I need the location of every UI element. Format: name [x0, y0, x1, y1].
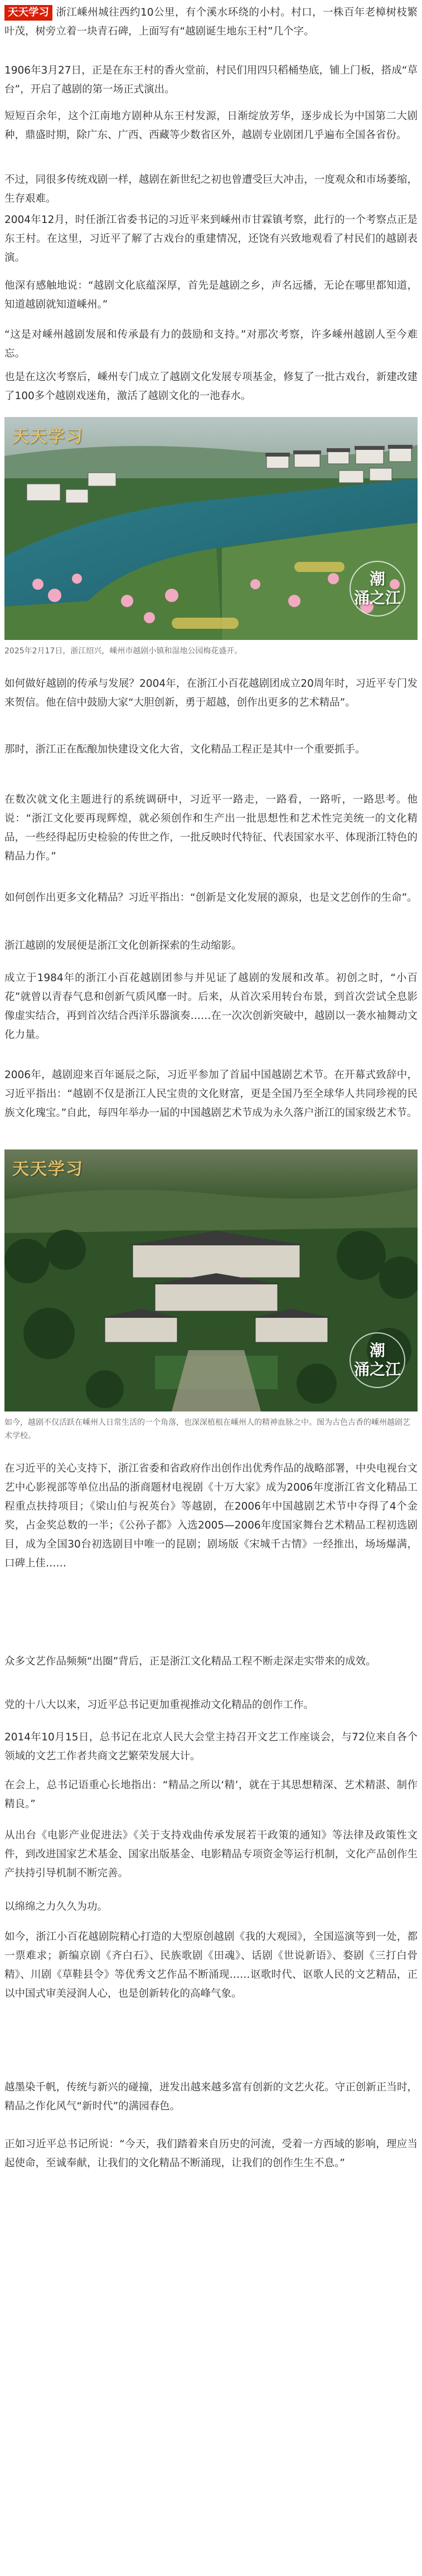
watermark-brand: 天天学习: [12, 427, 84, 447]
photo-caption-2: 如今，越剧不仅活跃在嵊州人日常生活的一个角落，也深深植根在嵊州人的精神血脉之中。图为古色古香的嵊州越剧艺术学校。: [4, 1418, 410, 1440]
photo-opera-school: [4, 1149, 418, 1411]
paragraph-25: 正如习近平总书记所说：“今天，我们踏着来自历史的河流，受着一方西域的影响，理应当起使命，至诚奉献，让我们的文化精品不断涌现，让我们的创作生生不息。”: [4, 2138, 418, 2169]
column-tag: 天天学习: [4, 5, 52, 21]
paragraph-2: 1906年3月27日，正是在东王村的香火堂前，村民们用四只稻桶垫底，铺上门板，搭成“草台”，开启了越剧的第一场正式演出。: [4, 65, 418, 95]
paragraph-8: 也是在这次考察后，嵊州专门成立了越剧文化发展专项基金，修复了一批古戏台，新建改建了100多个越剧戏迷角，激活了越剧文化的一池春水。: [4, 371, 418, 402]
paragraph-6: 他深有感触地说：“越剧文化底蕴深厚，首先是越剧之乡，声名远播，无论在哪里都知道，知道越剧就知道嵊州。”: [4, 280, 418, 311]
paragraph-23: 如今，浙江小百花越剧院精心打造的大型原创越剧《我的大观园》，全国巡演等到一处，都一票难求；新编京剧《齐白石》、民族歌剧《田魂》、话剧《世说新语》、婺剧《三打白骨精》、川剧《草鞋县令》等优秀文艺作品不断涌现……讴歌时代、讴歌人民的文艺精品，正以中国式审美浸润人心，也是创新转化的高峰气象。: [4, 1931, 418, 2000]
seal-logo: 潮 涌之江: [350, 1332, 405, 1388]
paragraph-7: “这是对嵊州越剧发展和传承最有力的鼓励和支持。”对那次考察，许多嵊州越剧人至今难忘。: [4, 329, 418, 360]
seal-logo: 潮 涌之江: [350, 561, 405, 617]
paragraph-22: 以绵绵之力久久为功。: [4, 1901, 108, 1913]
paragraph-4: 不过，同很多传统戏剧一样，越剧在新世纪之初也曾遭受巨大冲击，一度观众和市场萎缩，生存艰难。: [4, 174, 418, 205]
paragraph-9: 如何做好越剧的传承与发展？2004年，在浙江小百花越剧团成立20周年时，习近平专门发来贺信。他在信中鼓励大家“大胆创新，勇于超越，创作出更多的艺术精品”。: [4, 678, 418, 709]
paragraph-19: 2014年10月15日，总书记在北京人民大会堂主持召开文艺工作座谈会，与72位来自各个领域的文艺工作者共商文艺繁荣发展大计。: [4, 1731, 418, 1762]
paragraph-24: 越墨染千帆，传统与新兴的碰撞，迸发出越来越多富有创新的文艺火花。守正创新正当时，精品之作化风气“新时代”的满园春色。: [4, 2082, 418, 2112]
paragraph-14: 成立于1984年的浙江小百花越剧团参与并见证了越剧的发展和改革。初创之时，“小百花”就曾以青春气息和创新气质风靡一时。后来，从首次采用转台布景，到首次尝试全息影像虚实结合，再到首次结合西洋乐器演奏……在一次次创新突破中，越剧以一袭水袖舞动文化力量。: [4, 972, 418, 1041]
paragraph-17: 众多文艺作品频频“出圈”背后，正是浙江文化精品工程不断走深走实带来的成效。: [4, 1656, 376, 1667]
paragraph-10: 那时，浙江正在酝酿加快建设文化大省，文化精品工程正是其中一个重要抓手。: [4, 744, 366, 755]
paragraph-3: 短短百余年，这个江南地方剧种从东王村发源，日渐绽放芳华，逐步成长为中国第二大剧种，鼎盛时期，除广东、广西、西藏等少数省区外，越剧专业剧团几乎遍布全国各省份。: [4, 110, 418, 141]
paragraph-5: 2004年12月，时任浙江省委书记的习近平来到嵊州市甘霖镇考察，此行的一个考察点正是东王村。在这里，习近平了解了古戏台的重建情况，还饶有兴致地观看了村民们的越剧表演。: [4, 214, 418, 264]
paragraph-16: 在习近平的关心支持下，浙江省委和省政府作出创作出优秀作品的战略部署，中央电视台文艺中心影视部等单位出品的浙商题材电视剧《十万大家》成为2006年度浙江省文化精品工程重点扶持项目；《梁山伯与祝英台》等越剧，在2006年中国越剧艺术节中夺得了4个金奖，占金奖总数的一半；《公孙子都》入选2005—2006年度国家舞台艺术精品工程初选剧目，成为全国30台初选剧目中唯一的昆剧；剧场版《宋城千古情》一经推出，场场爆满，口碑上佳……: [4, 1463, 418, 1569]
paragraph-1: 天天学习 浙江嵊州城往西约10公里，有个溪水环绕的小村。村口，一株百年老樟树枝繁叶茂，树旁立着一块青石碑，上面写有“越剧诞生地东王村”几个字。: [4, 3, 418, 41]
paragraph-21: 从出台《电影产业促进法》《关于支持戏曲传承发展若干政策的通知》等法律及政策性文件，到改进国家艺术基金、国家出版基金、电影精品专项资金等运行机制，文化产品创作生产扶持引导机制不断完善。: [4, 1830, 418, 1879]
paragraph-20: 在会上，总书记语重心长地指出：“精品之所以‘精’，就在于其思想精深、艺术精湛、制作精良。”: [4, 1779, 418, 1810]
paragraph-13: 浙江越剧的发展便是浙江文化创新探索的生动缩影。: [4, 940, 242, 952]
photo-caption-1: 2025年2月17日，浙江绍兴，嵊州市越剧小镇和湿地公园梅花盛开。: [4, 647, 242, 656]
paragraph-15: 2006年，越剧迎来百年诞辰之际，习近平参加了首届中国越剧艺术节。在开幕式致辞中，习近平指出：“越剧不仅是浙江人民宝贵的文化财富，更是全国乃至全球华人共同珍视的民族文化瑰宝。”自此，每四年举办一届的中国越剧艺术节成为永久落户浙江的国家级艺术节。: [4, 1069, 418, 1119]
paragraph-11: 在数次就文化主题进行的系统调研中，习近平一路走，一路看，一路听，一路思考。他说：“浙江文化要再现辉煌，就必须创作和生产出一批思想性和艺术性完美统一的文化精品，一些经得起历史检验的传世之作，一批反映时代特征、代表国家水平、体现浙江特色的精品力作。”: [4, 794, 418, 862]
photo-river-town: [4, 417, 418, 640]
paragraph-12: 如何创作出更多文化精品？习近平指出：“创新是文化发展的源泉，也是文艺创作的生命”。: [4, 892, 418, 904]
paragraph-18: 党的十八大以来，习近平总书记更加重视推动文化精品的创作工作。: [4, 1699, 314, 1711]
watermark-brand: 天天学习: [12, 1160, 84, 1179]
